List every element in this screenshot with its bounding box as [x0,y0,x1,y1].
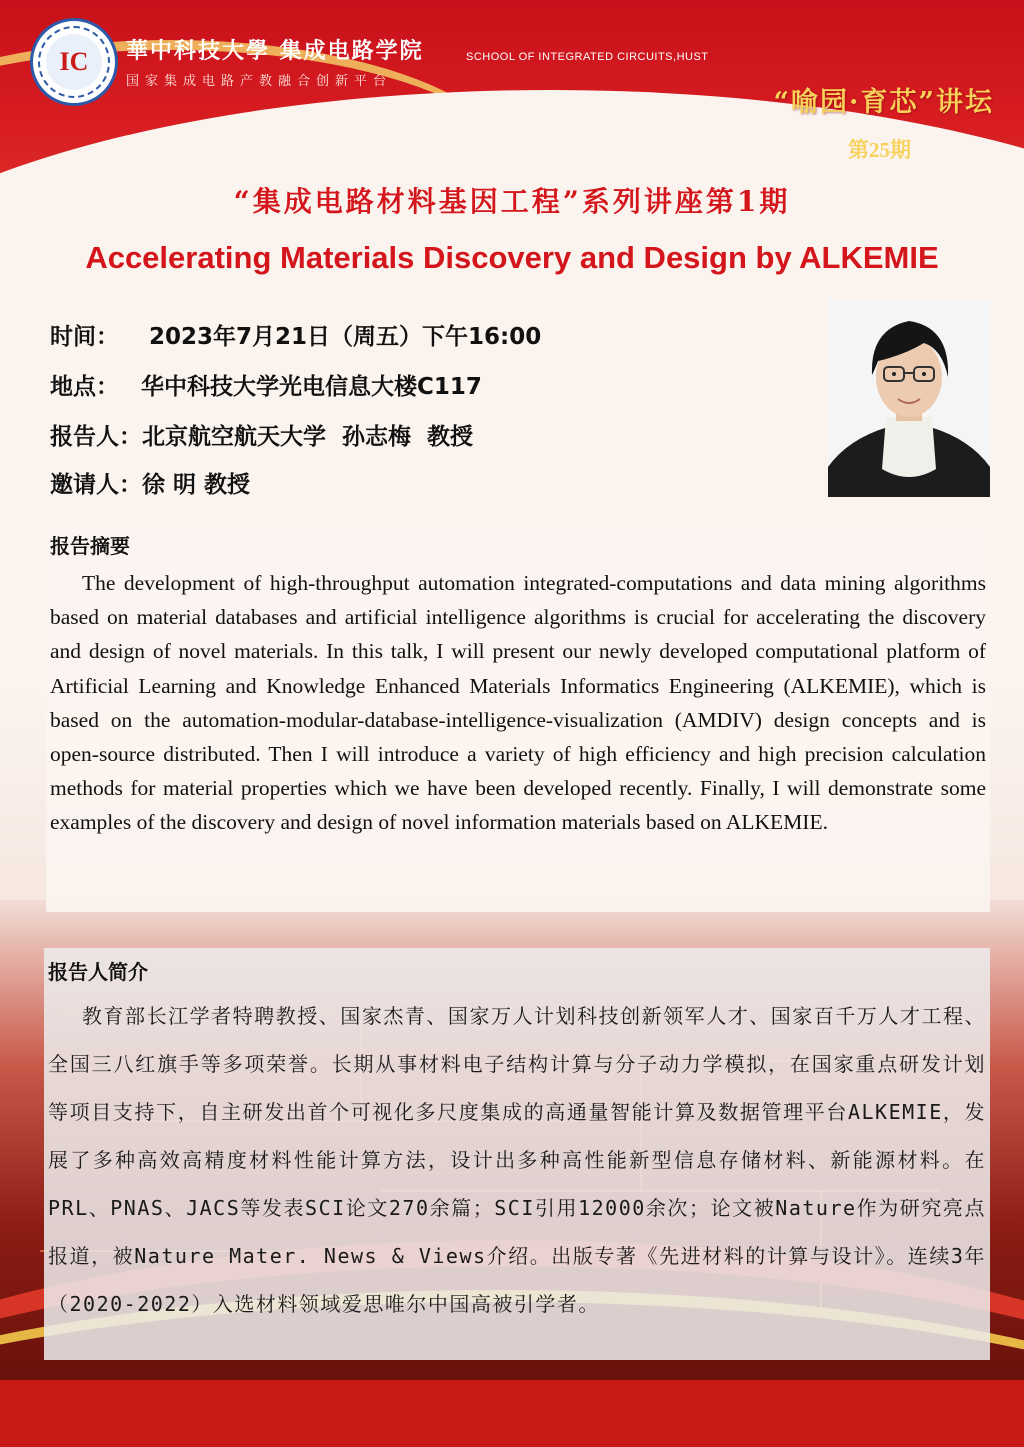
inviter-value: 徐 明 教授 [142,472,251,498]
place-row [50,368,482,401]
university-name: 華中科技大學 集成电路学院 [126,38,424,64]
school-name-en: SCHOOL OF INTEGRATED CIRCUITS,HUST [466,51,709,63]
time-label: 时间： [50,324,119,350]
place-value: 华中科技大学光电信息大楼C117 [141,374,482,400]
series-title: “集成电路材料基因工程”系列讲座第1期 [233,185,791,218]
speaker-row [50,418,473,451]
university-logo [30,18,118,106]
issue-number: 第25期 [848,138,911,162]
speaker-value: 北京航空航天大学 孙志梅 教授 [142,424,474,450]
abstract-section [46,522,990,912]
speaker-label: 报告人： [50,424,142,450]
abstract-heading: 报告摘要 [50,534,130,558]
time-row [50,318,541,351]
ic-emblem-icon: IC [46,34,102,90]
speaker-photo [828,299,990,497]
bio-text: 教育部长江学者特聘教授、国家杰青、国家万人计划科技创新领军人才、国家百千万人才工程、全国三八红旗手等多项荣誉。长期从事材料电子结构计算与分子动力学模拟，在国家重点研发计划等项目支持下，自主研发出首个可视化多尺度集成的高通量智能计算及数据管理平台ALKEMIE，发展了多种高效高精度材料性能计算方法，设计出多种高性能新型信息存储材料、新能源材料。在PRL、PNAS、JACS等发表SCI论文270余篇；SCI引用12000余次；论文被Nature作为研究亮点报道，被Nature Mater. News & Views介绍。出版专著《先进材料的计算与设计》。连续3年（2020-2022）入选材料领域爱思唯尔中国高被引学者。 [48,1004,986,1316]
abstract-text: The development of high-throughput automation integrated-computations and data mining algorithms based on material databases and artificial intelligence algorithms is crucial for accelerating the discovery and design of novel materials. In this talk, I will present our newly developed computational platform of Artificial Learning and Knowledge Enhanced Materials Informatics Engineering (ALKEMIE), which is based on the automation-modular-database-intelligence-visualization (AMDIV) design concepts and is open-source distributed. Then I will introduce a variety of high efficiency and high precision calculation methods for material properties which we have been developed recently. Finally, I will demonstrate some examples of the discovery and design of novel information materials based on ALKEMIE. [50,571,986,835]
place-label: 地点： [50,374,119,400]
inviter-label: 邀请人： [50,472,142,498]
platform-name: 国家集成电路产教融合创新平台 [126,74,393,89]
bio-heading: 报告人简介 [48,960,148,984]
bio-section [44,948,990,1360]
time-value: 2023年7月21日（周五）下午16:00 [149,324,542,350]
forum-name: “喻园·育芯”讲坛 [773,87,994,118]
inviter-row [50,466,250,499]
talk-title: Accelerating Materials Discovery and Design by ALKEMIE [85,240,939,275]
